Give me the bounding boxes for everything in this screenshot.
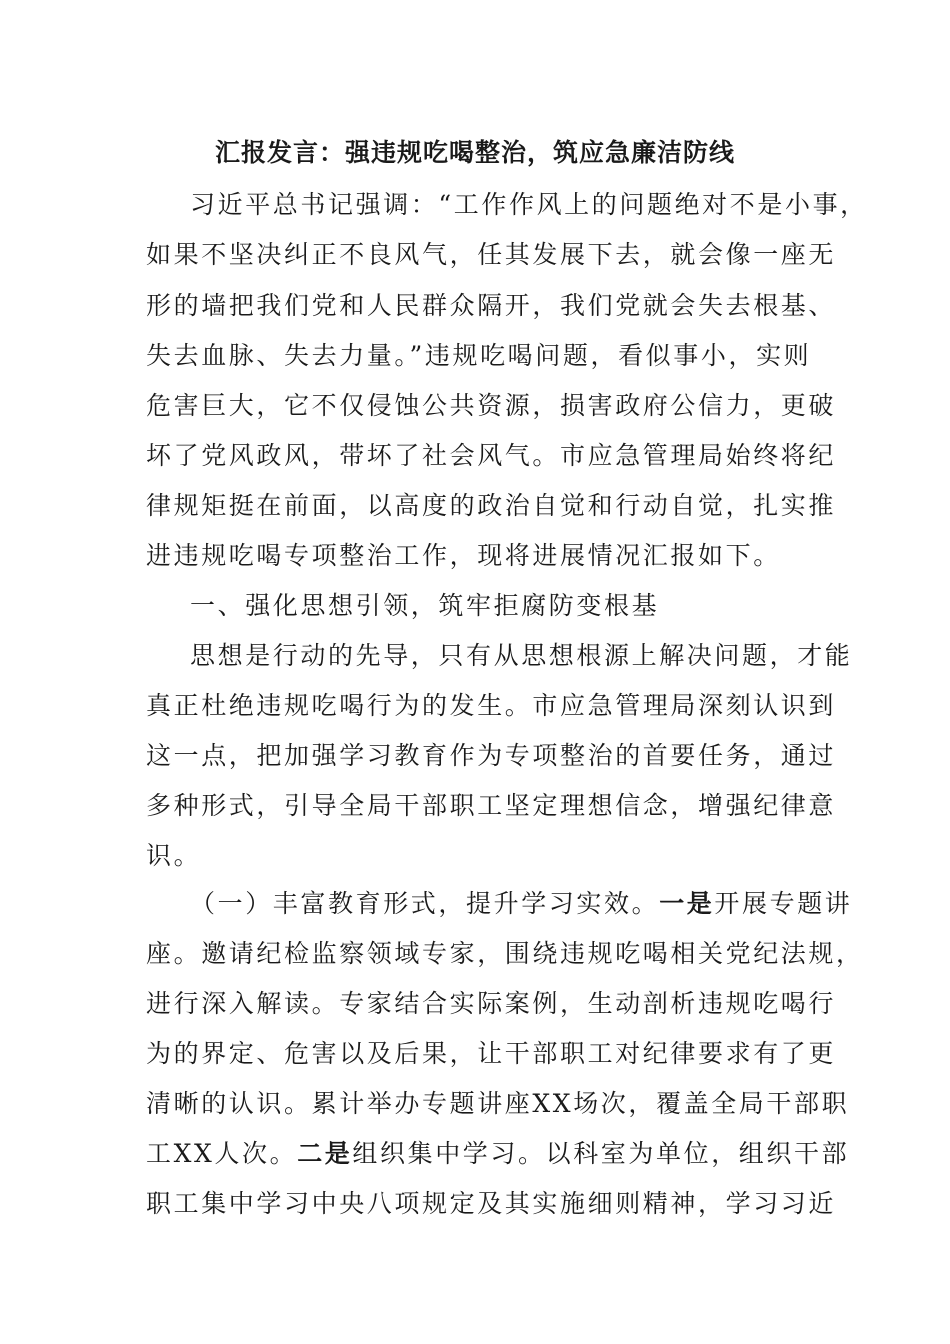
emphasis-second: 二是	[297, 1139, 353, 1168]
section-line: 思想是行动的先导，只有从思想根源上解决问题，才能	[190, 641, 853, 670]
intro-line: 失去血脉、失去力量。”违规吃喝问题，看似事小，实则	[146, 341, 812, 370]
subsection-line: 清晰的认识。累计举办专题讲座XX场次，覆盖全局干部职	[146, 1089, 850, 1118]
subsection-mixed-line	[146, 1134, 849, 1170]
section-line: 真正杜绝违规吃喝行为的发生。市应急管理局深刻认识到	[146, 691, 837, 720]
section-line: 多种形式，引导全局干部职工坚定理想信念，增强纪律意	[146, 791, 837, 820]
section-line: 识。	[146, 841, 202, 870]
subsection-text: 组织集中学习。以科室为单位，组织干部	[352, 1139, 850, 1168]
subsection-line: 进行深入解读。专家结合实际案例，生动剖析违规吃喝行	[146, 989, 837, 1018]
subsection-text: 工XX人次。	[146, 1139, 298, 1168]
intro-line: 进违规吃喝专项整治工作，现将进展情况汇报如下。	[146, 541, 781, 570]
intro-line: 危害巨大，它不仅侵蚀公共资源，损害政府公信力，更破	[146, 391, 837, 420]
subsection-line: 座。邀请纪检监察领域专家，围绕违规吃喝相关党纪法规，	[146, 939, 864, 968]
section-line: 这一点，把加强学习教育作为专项整治的首要任务，通过	[146, 741, 837, 770]
intro-line: 习近平总书记强调：“工作作风上的问题绝对不是小事，	[190, 190, 868, 219]
intro-line: 坏了党风政风，带坏了社会风气。市应急管理局始终将纪	[146, 441, 837, 470]
intro-line: 律规矩挺在前面，以高度的政治自觉和行动自觉，扎实推	[146, 491, 837, 520]
document-title: 汇报发言：强违规吃喝整治，筑应急廉洁防线	[214, 138, 735, 167]
subsection-text: 开展专题讲	[714, 889, 853, 918]
subsection-line: 职工集中学习中央八项规定及其实施细则精神，学习习近	[146, 1189, 837, 1218]
subsection-heading: （一）丰富教育形式，提升学习实效。	[190, 889, 660, 918]
intro-line: 形的墙把我们党和人民群众隔开，我们党就会失去根基、	[146, 291, 837, 320]
subsection-line: 为的界定、危害以及后果，让干部职工对纪律要求有了更	[146, 1039, 837, 1068]
emphasis-first: 一是	[659, 889, 715, 918]
intro-line: 如果不坚决纠正不良风气，任其发展下去，就会像一座无	[146, 240, 837, 269]
subsection-first-line	[190, 884, 852, 920]
section-heading: 一、强化思想引领，筑牢拒腐防变根基	[190, 591, 660, 620]
